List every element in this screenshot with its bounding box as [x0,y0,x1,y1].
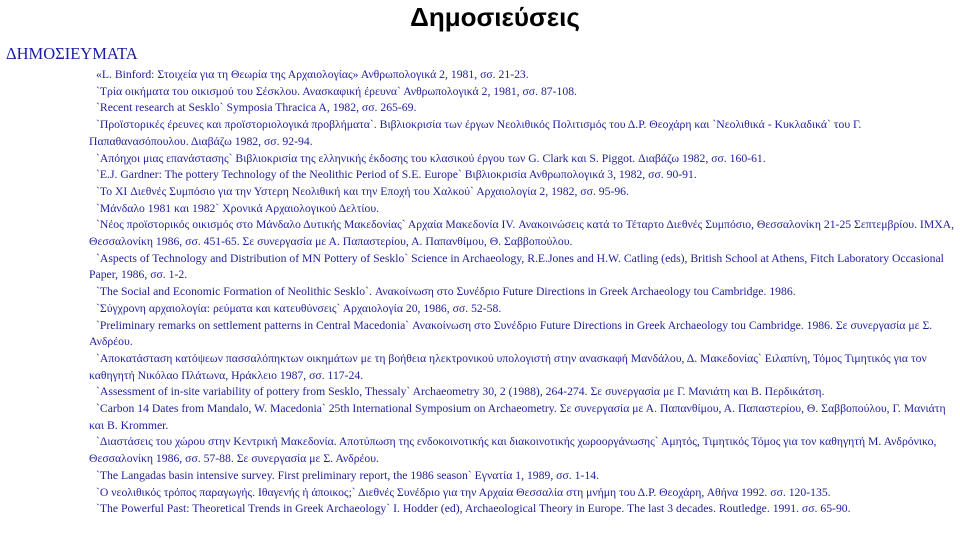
publication-item: `Προϊστορικές έρευνες και προϊστοριολογικά προβλήματα`. Βιβλιοκρισία των έργων Νεολιθικός Πολιτισμός του Δ.Ρ. Θεοχάρη και `Νεολιθικά - Κυκλαδικά` του Γ. Παπαθανασόπουλου. Διαβάζω 1982, σσ. 92-94. [89,118,862,148]
publication-item: `Διαστάσεις του χώρου στην Κεντρική Μακεδονία. Αποτύπωση της ενδοκοινοτικής και διακοινοτικής χωροοργάνωσης` Αμητός, Τιμητικός Τόμος για τον καθηγητή Μ. Ανδρόνικο, Θεσσαλονίκη 1986, σσ. 57-88. Σε συνεργασία με Σ. Ανδρέου. [89,435,937,466]
publication-item: `To XI Διεθνές Συμπόσιο για την Υστερη Νεολιθική και την Εποχή του Χαλκού` Αρχαιολογία 2, 1982, σσ. 95-96. [96,184,629,198]
publication-item: `Ο νεολιθικός τρόπος παραγωγής. Ιθαγενής ή άποικος;` Διεθνές Συνέδριο για την Αρχαία Θεσσαλία στη μνήμη του Δ.Ρ. Θεοχάρη, Αθήνα 1992. σσ. 120-135. [96,485,831,499]
publication-item: `E.J. Gardner: The pottery Technology of the Neolithic Period of S.E. Europe` Βιβλιοκρισία Ανθρωπολογικά 3, 1982, σσ. 90-91. [96,168,697,182]
publication-item: `Recent research at Sesklo` Symposia Thracica A, 1982, σσ. 265-69. [96,101,417,115]
publication-item: `Μάνδαλο 1981 και 1982` Χρονικά Αρχαιολογικού Δελτίου. [96,201,380,215]
page-title: Δημοσιεύσεις [410,2,580,32]
publication-item: `Νέος προϊστορικός οικισμός στο Μάνδαλο Δυτικής Μακεδονίας` Αρχαία Μακεδονία IV. Ανακοινώσεις κατά το Τέταρτο Διεθνές Συμπόσιο, Θεσσαλονίκη 21-25 Σεπτεμβρίου. ΙΜΧΑ, Θεσσαλονίκη 1986, σσ. 451-65. Σε συνεργασία με Α. Παπαστερίου, Α. Παπανθίμου, Θ. Σαββοπούλου. [89,218,955,249]
publication-item: `Aspects of Technology and Distribution of MN Pottery of Sesklo` Science in Archaeology, R.E.Jones and H.W. Catling (eds), British School at Athens, Fitch Laboratory Occasional Paper, 1986, σσ. 1-2. [89,251,944,282]
publication-item: `The Social and Economic Formation of Neolithic Sesklo`. Ανακοίνωση στο Συνέδριο Future Directions in Greek Archaeology tou Cambridge. 1986. [96,285,796,299]
publication-item: `Preliminary remarks on settlement patterns in Central Macedonia` Ανακοίνωση στο Συνέδριο Future Directions in Greek Archaeology tou Cambridge. 1986. Σε συνεργασία με Σ. Ανδρέου. [89,318,933,349]
publication-item: `Αποκατάσταση κατόψεων πασσαλόπηκτων οικημάτων με τη βοήθεια ηλεκτρονικού υπολογιστή στην ανασκαφή Μανδάλου, Δ. Μακεδονίας` Ειλαπίνη, Τόμος Τιμητικός για τον καθηγητή Νικόλαο Πλάτωνα, Ηράκλειο 1987, σσ. 117-24. [89,351,927,382]
publication-item: `Assessment of in-site variability of pottery from Sesklo, Thessaly` Archaeometry 30, 2 (1988), 264-274. Σε συνεργασία με Γ. Μανιάτη και Β. Περδικάτση. [96,385,825,399]
publication-item: `Τρία οικήματα του οικισμού του Σέσκλου. Ανασκαφική έρευνα` Ανθρωπολογικά 2, 1981, σσ. 87-108. [96,84,577,98]
publication-item: `Σύγχρονη αρχαιολογία: ρεύματα και κατευθύνσεις` Αρχαιολογία 20, 1986, σσ. 52-58. [96,301,502,315]
publication-item: «L. Binford: Στοιχεία για τη Θεωρία της Αρχαιολογίας» Ανθρωπολογικά 2, 1981, σσ. 21-23. [96,68,529,81]
publication-item: `Carbon 14 Dates from Mandalo, W. Macedonia` 25th International Symposium on Archaeometry. Σε συνεργασία με Α. Παπανθίμου, Α. Παπαστερίου, Θ. Σαββοπούλου, Γ. Μανιάτη και B. Krommer. [89,402,946,432]
section-heading: ΔΗΜΟΣΙΕΥΜΑΤΑ [6,44,138,63]
publication-item: `The Langadas basin intensive survey. First preliminary report, the 1986 season` Εγνατία 1, 1989, σσ. 1-14. [96,468,599,482]
publication-list [0,67,958,518]
publication-item: `Απόηχοι μιας επανάστασης` Βιβλιοκρισία της ελληνικής έκδοσης του κλασικού έργου των G. Clark και S. Piggot. Διαβάζω 1982, σσ. 160-61. [96,151,766,165]
publication-item: `The Powerful Past: Theoretical Trends in Greek Archaeology` I. Hodder (ed), Archaeological Theory in Europe. The last 3 decades. Routledge. 1991. σσ. 65-90. [96,502,851,516]
